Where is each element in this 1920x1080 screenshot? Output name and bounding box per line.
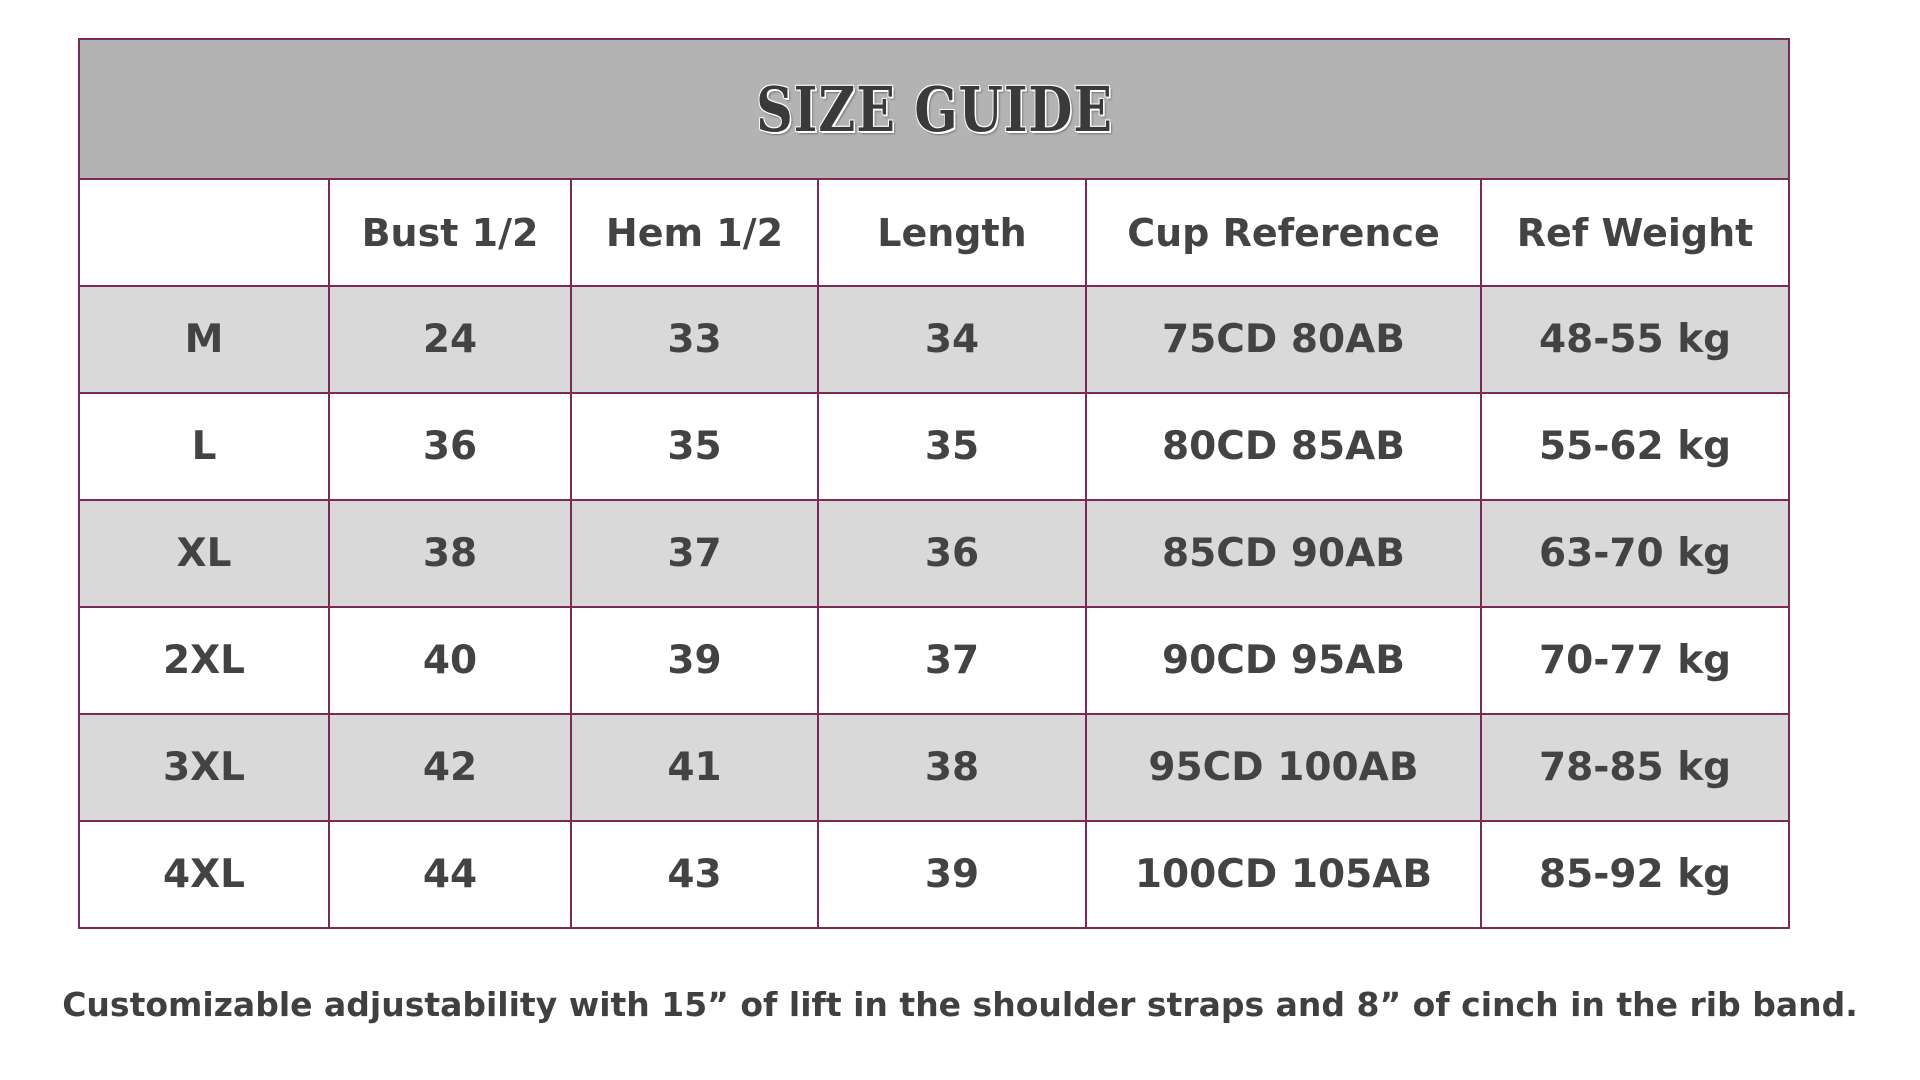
cup-reference-value: 75CD 80AB — [1086, 286, 1481, 393]
hem-value: 41 — [571, 714, 818, 821]
hem-value: 39 — [571, 607, 818, 714]
bust-value: 24 — [329, 286, 571, 393]
cup-reference-value: 100CD 105AB — [1086, 821, 1481, 928]
bust-value: 44 — [329, 821, 571, 928]
cup-reference-value: 85CD 90AB — [1086, 500, 1481, 607]
title-cell — [79, 39, 1789, 179]
hem-value: 43 — [571, 821, 818, 928]
ref-weight-value: 48-55 kg — [1481, 286, 1789, 393]
column-header-hem: Hem 1/2 — [571, 179, 818, 286]
size-label: XL — [79, 500, 329, 607]
table-row — [79, 393, 1789, 500]
ref-weight-value: 70-77 kg — [1481, 607, 1789, 714]
column-header-row — [79, 179, 1789, 286]
size-label: 3XL — [79, 714, 329, 821]
bust-value: 42 — [329, 714, 571, 821]
ref-weight-value: 63-70 kg — [1481, 500, 1789, 607]
length-value: 38 — [818, 714, 1086, 821]
length-value: 37 — [818, 607, 1086, 714]
table-row — [79, 821, 1789, 928]
cup-reference-value: 90CD 95AB — [1086, 607, 1481, 714]
bust-value: 36 — [329, 393, 571, 500]
ref-weight-value: 78-85 kg — [1481, 714, 1789, 821]
length-value: 39 — [818, 821, 1086, 928]
table-row — [79, 500, 1789, 607]
length-value: 36 — [818, 500, 1086, 607]
size-label: 4XL — [79, 821, 329, 928]
bust-value: 38 — [329, 500, 571, 607]
table-row — [79, 607, 1789, 714]
cup-reference-value: 95CD 100AB — [1086, 714, 1481, 821]
size-guide-title: SIZE GUIDE — [755, 72, 1113, 146]
length-value: 35 — [818, 393, 1086, 500]
column-header-length: Length — [818, 179, 1086, 286]
column-header-size — [79, 179, 329, 286]
size-label: L — [79, 393, 329, 500]
column-header-cup-reference: Cup Reference — [1086, 179, 1481, 286]
size-label: 2XL — [79, 607, 329, 714]
ref-weight-value: 85-92 kg — [1481, 821, 1789, 928]
length-value: 34 — [818, 286, 1086, 393]
hem-value: 33 — [571, 286, 818, 393]
adjustability-footnote: Customizable adjustability with 15” of lift in the shoulder straps and 8” of cinch in the rib band. — [62, 985, 1858, 1024]
table-row — [79, 714, 1789, 821]
column-header-ref-weight: Ref Weight — [1481, 179, 1789, 286]
hem-value: 35 — [571, 393, 818, 500]
size-guide-table — [78, 38, 1790, 929]
title-row — [79, 39, 1789, 179]
bust-value: 40 — [329, 607, 571, 714]
ref-weight-value: 55-62 kg — [1481, 393, 1789, 500]
column-header-bust: Bust 1/2 — [329, 179, 571, 286]
size-label: M — [79, 286, 329, 393]
cup-reference-value: 80CD 85AB — [1086, 393, 1481, 500]
hem-value: 37 — [571, 500, 818, 607]
table-row — [79, 286, 1789, 393]
